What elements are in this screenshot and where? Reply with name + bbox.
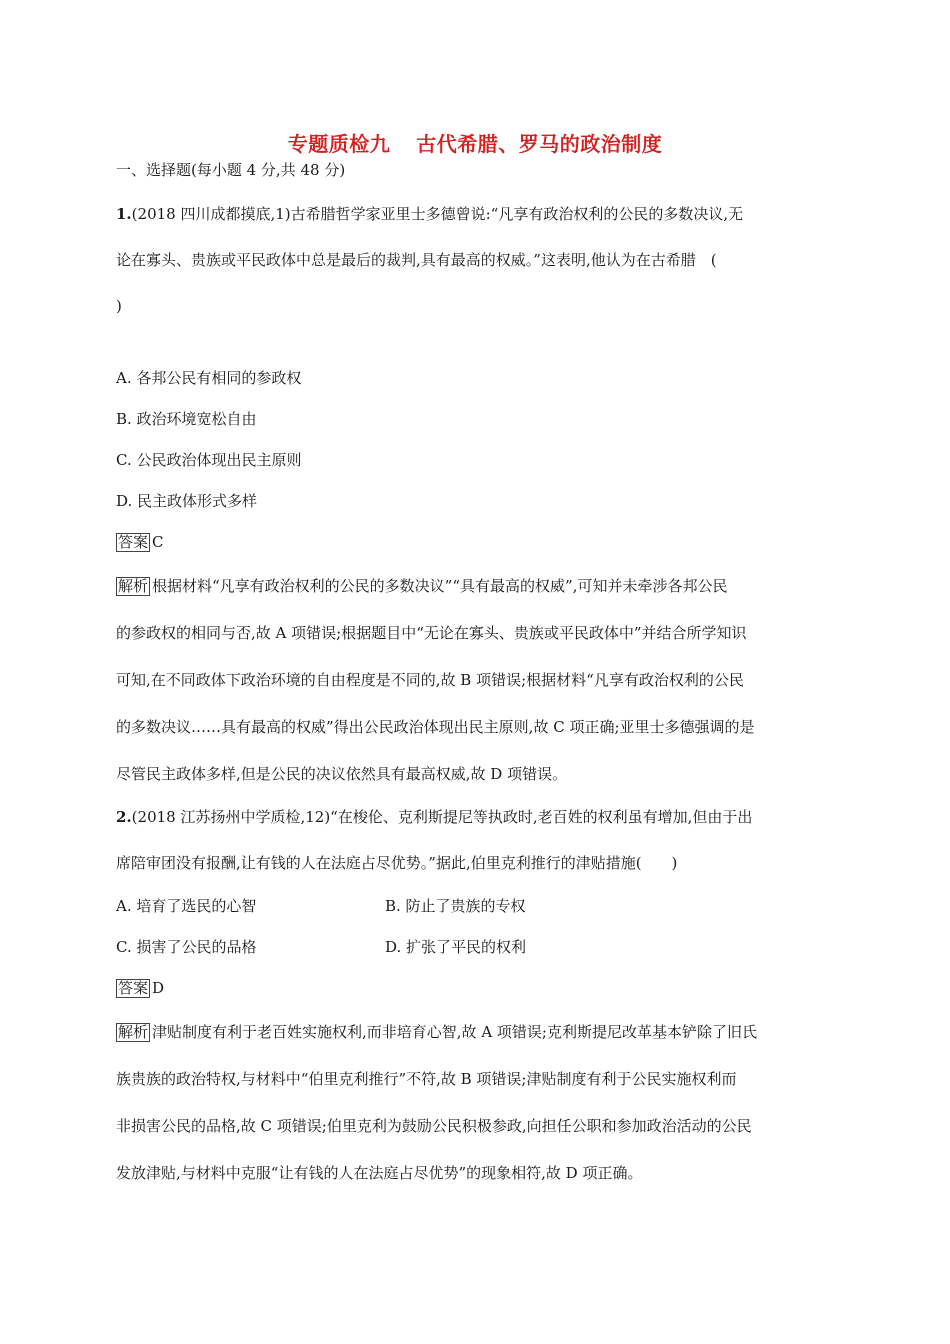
q1-analysis-line3: 可知,在不同政体下政治环境的自由程度是不同的,故 B 项错误;根据材料“凡享有政治权利的公民 xyxy=(116,671,744,689)
section-heading: 一、选择题(每小题 4 分,共 48 分) xyxy=(116,161,346,179)
q1-option-b: B. 政治环境宽松自由 xyxy=(116,410,257,428)
q1-analysis-line5: 尽管民主政体多样,但是公民的决议依然具有最高权威,故 D 项错误。 xyxy=(116,765,568,783)
q1-stem-line2: 论在寡头、贵族或平民政体中总是最后的裁判,具有最高的权威。”这表明,他认为在古希腊 ( xyxy=(116,251,717,269)
page-title xyxy=(0,128,950,157)
q1-analysis-line2: 的参政权的相同与否,故 A 项错误;根据题目中“无论在寡头、贵族或平民政体中”并结合所学知识 xyxy=(116,624,747,642)
q1-option-a: A. 各邦公民有相同的参政权 xyxy=(116,369,302,387)
q2-option-d: D. 扩张了平民的权利 xyxy=(385,938,527,956)
q2-option-b: B. 防止了贵族的专权 xyxy=(385,897,526,915)
q1-stem-line1: 1.(2018 四川成都摸底,1)古希腊哲学家亚里士多德曾说:“凡享有政治权利的公民的多数决议,无 xyxy=(116,205,744,223)
q2-number: 2. xyxy=(116,808,132,826)
title-part1: 专题质检九 xyxy=(287,132,391,156)
q1-number: 1. xyxy=(116,205,132,223)
q2-analysis-line1: 解析 津贴制度有利于老百姓实施权利,而非培育心智,故 A 项错误;克利斯提尼改革基本铲除了旧氏 xyxy=(118,1023,757,1041)
q2-answer xyxy=(116,978,836,998)
q1-option-d: D. 民主政体形式多样 xyxy=(116,492,258,510)
analysis-label: 解析 xyxy=(118,1023,149,1041)
q1-analysis-line1: 解析 根据材料“凡享有政治权利的公民的多数决议”“具有最高的权威”,可知并未牵涉各邦公民 xyxy=(118,577,728,595)
q2-analysis-line3: 非损害公民的品格,故 C 项错误;伯里克利为鼓励公民积极参政,向担任公职和参加政治活动的公民 xyxy=(116,1117,752,1135)
analysis-label: 解析 xyxy=(118,577,149,595)
answer-label: 答案 xyxy=(118,533,149,551)
q2-stem-line1: 2.(2018 江苏扬州中学质检,12)“在梭伦、克利斯提尼等执政时,老百姓的权利虽有增加,但由于出 xyxy=(116,808,753,826)
q1-option-c: C. 公民政治体现出民主原则 xyxy=(116,451,302,469)
q2-option-a: A. 培育了选民的心智 xyxy=(116,897,257,915)
q1-stem-line3: ) xyxy=(116,297,122,315)
q1-answer-value: C xyxy=(152,533,164,551)
q2-answer-value: D xyxy=(152,979,165,997)
q1-analysis-line4: 的多数决议……具有最高的权威”得出公民政治体现出民主原则,故 C 项正确;亚里士多德强调的是 xyxy=(116,718,755,736)
title-part2: 古代希腊、罗马的政治制度 xyxy=(416,132,663,156)
q1-answer xyxy=(116,532,836,552)
answer-label: 答案 xyxy=(118,979,149,997)
q2-analysis-line2: 族贵族的政治特权,与材料中“伯里克利推行”不符,故 B 项错误;津贴制度有利于公民实施权利而 xyxy=(116,1070,737,1088)
q2-option-c: C. 损害了公民的品格 xyxy=(116,938,257,956)
q2-stem-line2: 席陪审团没有报酬,让有钱的人在法庭占尽优势。”据此,伯里克利推行的津贴措施( ) xyxy=(116,854,678,872)
q2-analysis-line4: 发放津贴,与材料中克服“让有钱的人在法庭占尽优势”的现象相符,故 D 项正确。 xyxy=(116,1164,643,1182)
